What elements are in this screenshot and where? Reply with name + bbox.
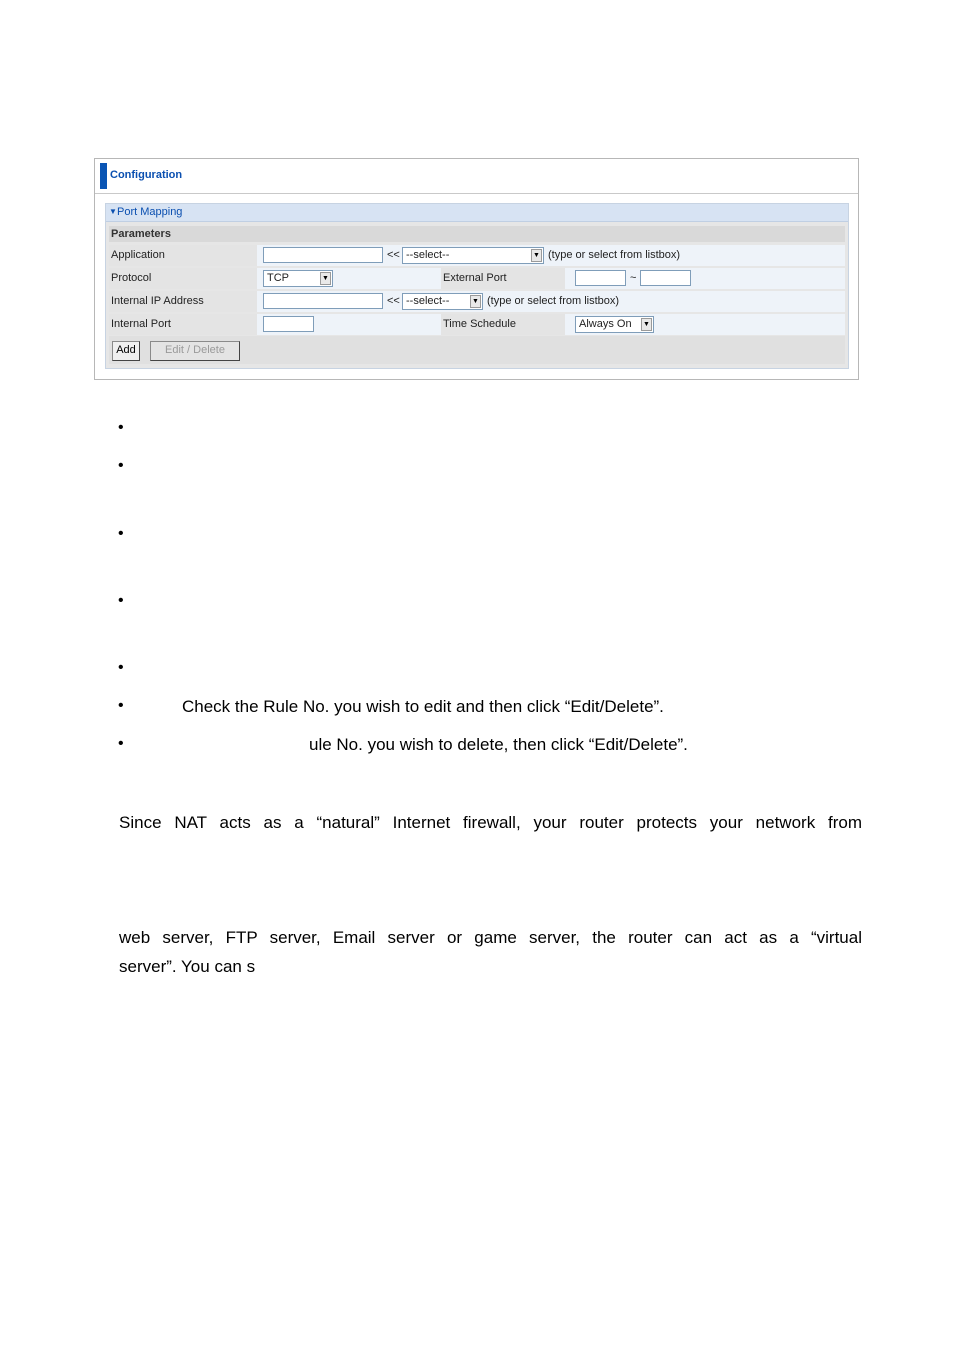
time-schedule-select-value: Always On [579, 318, 632, 330]
bullet-4: • [118, 592, 124, 609]
internal-port-label: Internal Port [111, 318, 171, 330]
internal-port-label-cell [109, 314, 257, 335]
internal-ip-select[interactable] [402, 293, 483, 310]
application-row [109, 245, 845, 266]
external-port-label: External Port [443, 272, 507, 284]
time-schedule-label-cell [441, 314, 565, 335]
internal-ip-hint: (type or select from listbox) [487, 295, 620, 307]
button-row [109, 336, 845, 364]
external-port-end-input[interactable] [640, 270, 691, 286]
protocol-select[interactable] [263, 270, 333, 287]
parameters-label: Parameters [111, 228, 171, 240]
application-input[interactable] [263, 247, 383, 263]
internal-port-input[interactable] [263, 316, 314, 332]
bullet-7: • [118, 735, 124, 752]
port-mapping-section [105, 203, 849, 369]
application-select-value: --select-- [406, 249, 450, 261]
protocol-label: Protocol [111, 272, 152, 284]
internal-ip-label-cell [109, 291, 257, 312]
bullet-6: • [118, 697, 124, 714]
bullet-5: • [118, 659, 124, 676]
bullet-7-text: ule No. you wish to delete, then click “Edit/Delete”. [309, 735, 688, 754]
bullet-1: • [118, 419, 124, 436]
panel-title: Configuration [110, 169, 183, 181]
chevron-down-icon[interactable]: ▼ [641, 318, 652, 331]
chevron-down-icon[interactable]: ▼ [531, 249, 542, 262]
protocol-select-value: TCP [267, 272, 289, 284]
collapse-triangle-icon[interactable]: ▼ [109, 207, 117, 216]
external-port-start-input[interactable] [575, 270, 626, 286]
port-range-tilde: ~ [630, 272, 637, 284]
internal-port-row [109, 314, 845, 335]
internal-ip-input[interactable] [263, 293, 383, 309]
time-schedule-label: Time Schedule [443, 318, 516, 330]
time-schedule-select[interactable] [575, 316, 654, 333]
application-arrows: << [387, 249, 400, 261]
virtual-server-paragraph-line1: web server, FTP server, Email server or game server, the router can act as a “virtual [119, 928, 862, 947]
configuration-panel [94, 158, 859, 380]
internal-ip-row [109, 291, 845, 312]
chevron-down-icon[interactable]: ▼ [320, 272, 331, 285]
internal-ip-arrows: << [387, 295, 400, 307]
bullet-3: • [118, 525, 124, 542]
bullet-2: • [118, 457, 124, 474]
application-label: Application [111, 249, 165, 261]
section-header[interactable] [106, 204, 848, 222]
internal-ip-select-value: --select-- [406, 295, 450, 307]
parameters-header [109, 226, 845, 242]
section-title: Port Mapping [117, 206, 183, 218]
application-select[interactable] [402, 247, 544, 264]
bullet-6-text: Check the Rule No. you wish to edit and then click “Edit/Delete”. [182, 697, 664, 716]
panel-header [95, 159, 858, 194]
edit-delete-button[interactable]: Edit / Delete [150, 341, 240, 361]
nat-paragraph: Since NAT acts as a “natural” Internet firewall, your router protects your network from [119, 813, 862, 832]
internal-ip-label: Internal IP Address [111, 295, 204, 307]
virtual-server-paragraph-line2: server”. You can s [119, 957, 256, 976]
application-hint: (type or select from listbox) [548, 249, 681, 261]
external-port-label-cell [441, 268, 565, 289]
protocol-row [109, 268, 845, 289]
protocol-label-cell [109, 268, 257, 289]
chevron-down-icon[interactable]: ▼ [470, 295, 481, 308]
add-button[interactable]: Add [112, 341, 140, 361]
header-accent-bar [100, 163, 107, 189]
application-label-cell [109, 245, 257, 266]
